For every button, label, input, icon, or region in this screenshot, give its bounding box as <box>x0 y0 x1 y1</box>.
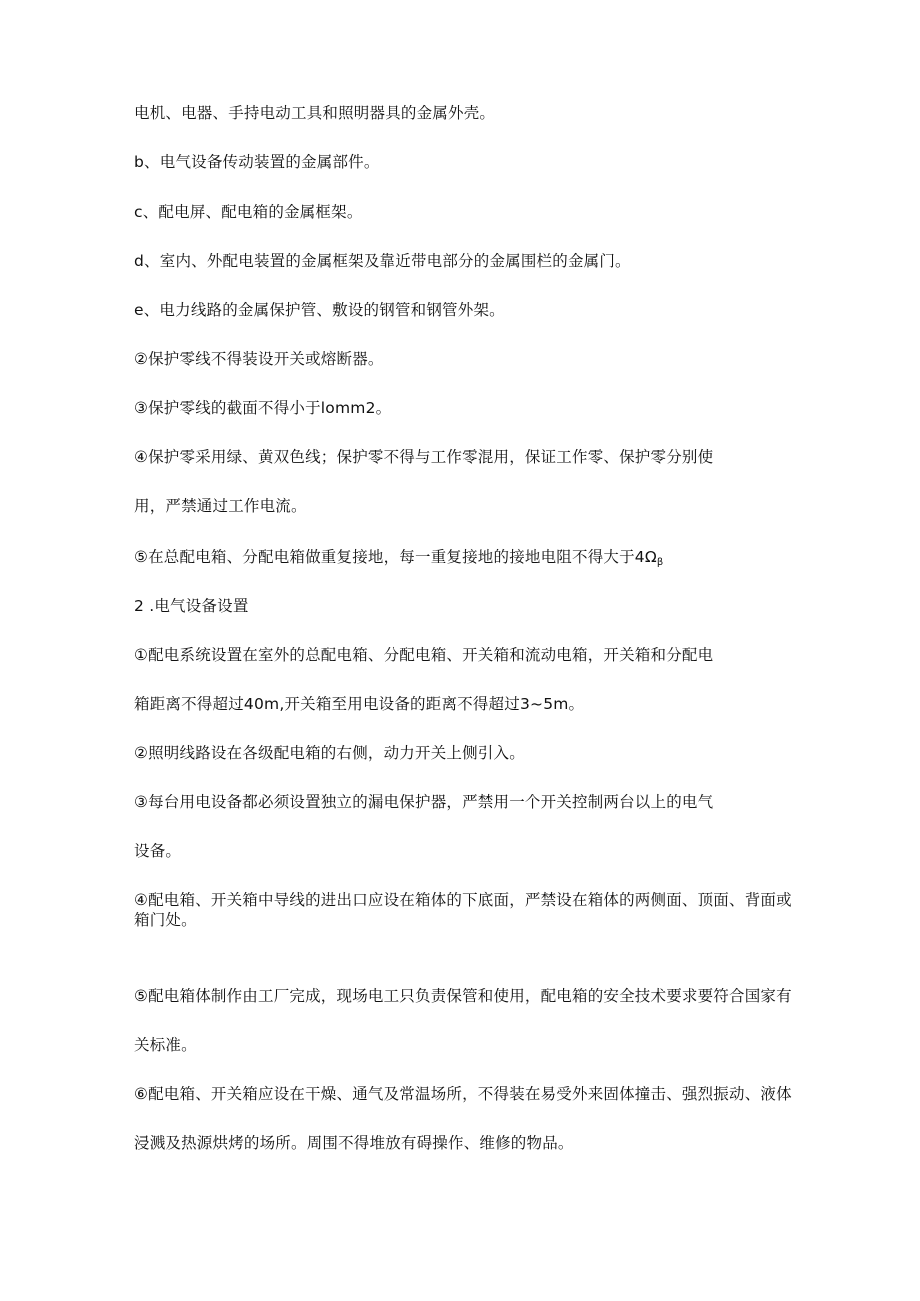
section-heading: 2 .电气设备设置 <box>134 597 249 615</box>
paragraph-line: ④配电箱、开关箱中导线的进出口应设在箱体的下底面，严禁设在箱体的两侧面、顶面、背面或箱门处。 <box>134 891 792 929</box>
paragraph-line: 浸溅及热源烘烤的场所。周围不得堆放有碍操作、维修的物品。 <box>134 1134 574 1152</box>
paragraph-line <box>134 547 664 573</box>
paragraph-line: 电机、电器、手持电动工具和照明器具的金属外壳。 <box>134 104 496 122</box>
paragraph-line: e、电力线路的金属保护管、敷设的钢管和钢管外架。 <box>134 301 505 319</box>
paragraph-line: ①配电系统设置在室外的总配电箱、分配电箱、开关箱和流动电箱，开关箱和分配电 <box>134 646 714 664</box>
paragraph-line: d、室内、外配电装置的金属框架及靠近带电部分的金属围栏的金属门。 <box>134 252 631 270</box>
paragraph-line: 关标准。 <box>134 1036 197 1054</box>
paragraph-line: 用，严禁通过工作电流。 <box>134 497 307 515</box>
paragraph-line: ②保护零线不得装设开关或熔断器。 <box>134 350 384 368</box>
paragraph-line: ⑥配电箱、开关箱应设在干燥、通气及常温场所，不得装在易受外来固体撞击、强烈振动、液体 <box>134 1085 792 1103</box>
paragraph-text: ⑤在总配电箱、分配电箱做重复接地，每一重复接地的接地电阻不得大于4Ω <box>134 548 657 566</box>
subscript-text: β <box>656 557 664 568</box>
paragraph-line: 设备。 <box>134 842 182 860</box>
paragraph-line: ④保护零采用绿、黄双色线；保护零不得与工作零混用，保证工作零、保护零分别使 <box>134 448 714 466</box>
paragraph-line: ③保护零线的截面不得小于lomm2。 <box>134 399 392 417</box>
paragraph-line: b、电气设备传动装置的金属部件。 <box>134 153 380 171</box>
paragraph-line: ③每台用电设备都必须设置独立的漏电保护器，严禁用一个开关控制两台以上的电气 <box>134 793 714 811</box>
paragraph-line: c、配电屏、配电箱的金属框架。 <box>134 203 363 221</box>
paragraph-line: ②照明线路设在各级配电箱的右侧，动力开关上侧引入。 <box>134 744 525 762</box>
paragraph-line: ⑤配电箱体制作由工厂完成，现场电工只负责保管和使用，配电箱的安全技术要求要符合国家有 <box>134 987 792 1005</box>
paragraph-line: 箱距离不得超过40m,开关箱至用电设备的距离不得超过3~5m。 <box>134 695 585 713</box>
